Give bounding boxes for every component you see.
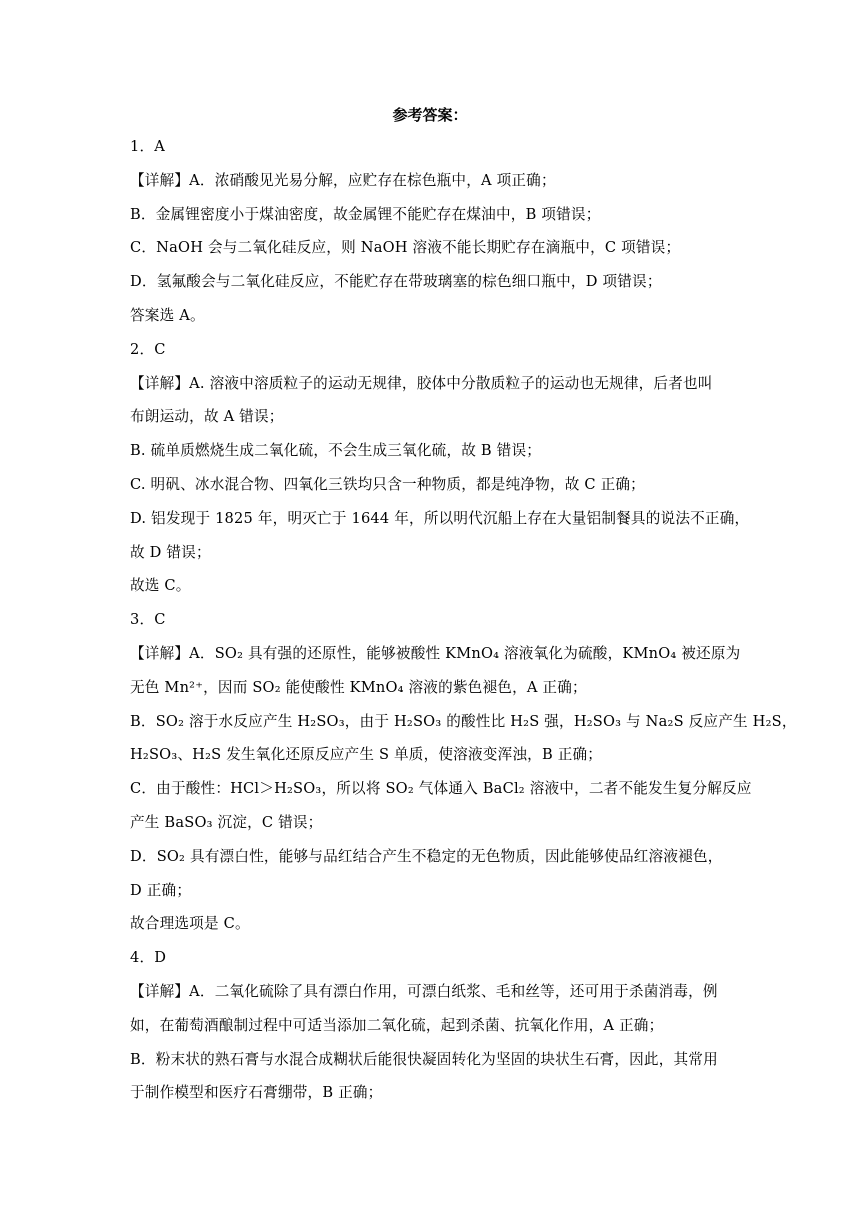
answer-line: 【详解】A．二氧化硫除了具有漂白作用，可漂白纸浆、毛和丝等，还可用于杀菌消毒，例 [130,982,718,1000]
answer-line: 【详解】A. 溶液中溶质粒子的运动无规律，胶体中分散质粒子的运动也无规律，后者也叫 [130,374,713,392]
answer-line: 3．C [130,611,166,629]
answer-line: B．粉末状的熟石膏与水混合成糊状后能很快凝固转化为坚固的块状生石膏，因此，其常用 [130,1050,718,1068]
answer-line: B. 硫单质燃烧生成二氧化硫，不会生成三氧化硫，故 B 错误； [130,442,542,460]
answer-line: 如，在葡萄酒酿制过程中可适当添加二氧化硫，起到杀菌、抗氧化作用，A 正确； [130,1016,664,1034]
answer-line: 【详解】A．浓硝酸见光易分解，应贮存在棕色瓶中，A 项正确； [130,171,556,189]
answer-line: B．金属锂密度小于煤油密度，故金属锂不能贮存在煤油中，B 项错误； [130,205,601,223]
answer-line: 布朗运动，故 A 错误； [130,408,284,426]
answer-line: 故 D 错误； [130,543,211,561]
answer-line: H₂SO₃、H₂S 发生氧化还原反应产生 S 单质，使溶液变浑浊，B 正确； [130,746,603,764]
answer-line: 于制作模型和医疗石膏绷带，B 正确； [130,1084,383,1102]
answer-line: C. 明矾、冰水混合物、四氧化三铁均只含一种物质，都是纯净物，故 C 正确； [130,475,645,493]
answer-line: 故选 C。 [130,577,191,595]
answer-line: C．NaOH 会与二氧化硅反应，则 NaOH 溶液不能长期贮存在滴瓶中，C 项错误； [130,239,681,257]
answer-line: D 正确； [130,881,192,899]
answer-line: 4．D [130,949,167,967]
answer-line: D. 铝发现于 1825 年，明灭亡于 1644 年，所以明代沉船上存在大量铝制餐具的说法不正确， [130,509,750,527]
answer-line: C．由于酸性：HCl＞H₂SO₃，所以将 SO₂ 气体通入 BaCl₂ 溶液中，二者不能发生复分解反应 [130,780,752,798]
answer-line: 【详解】A．SO₂ 具有强的还原性，能够被酸性 KMnO₄ 溶液氧化为硫酸，KMnO₄ 被还原为 [130,644,741,662]
answer-line: 2．C [130,340,166,358]
page-title: 参考答案： [392,106,468,124]
answer-line: 无色 Mn²⁺，因而 SO₂ 能使酸性 KMnO₄ 溶液的紫色褪色，A 正确； [130,678,587,696]
answer-line: 故合理选项是 C。 [130,915,250,933]
answer-line: 答案选 A。 [130,306,205,324]
answer-line: D．SO₂ 具有漂白性，能够与品红结合产生不稳定的无色物质，因此能够使品红溶液褪色， [130,847,723,865]
answer-line: D．氢氟酸会与二氧化硅反应，不能贮存在带玻璃塞的棕色细口瓶中，D 项错误； [130,273,662,291]
answer-line: 产生 BaSO₃ 沉淀，C 错误； [130,813,323,831]
answer-line: 1．A [130,138,166,155]
answer-content [130,130,797,1110]
answer-line: B．SO₂ 溶于水反应产生 H₂SO₃，由于 H₂SO₃ 的酸性比 H₂S 强，H₂SO₃ 与 Na₂S 反应产生 H₂S， [130,712,797,730]
